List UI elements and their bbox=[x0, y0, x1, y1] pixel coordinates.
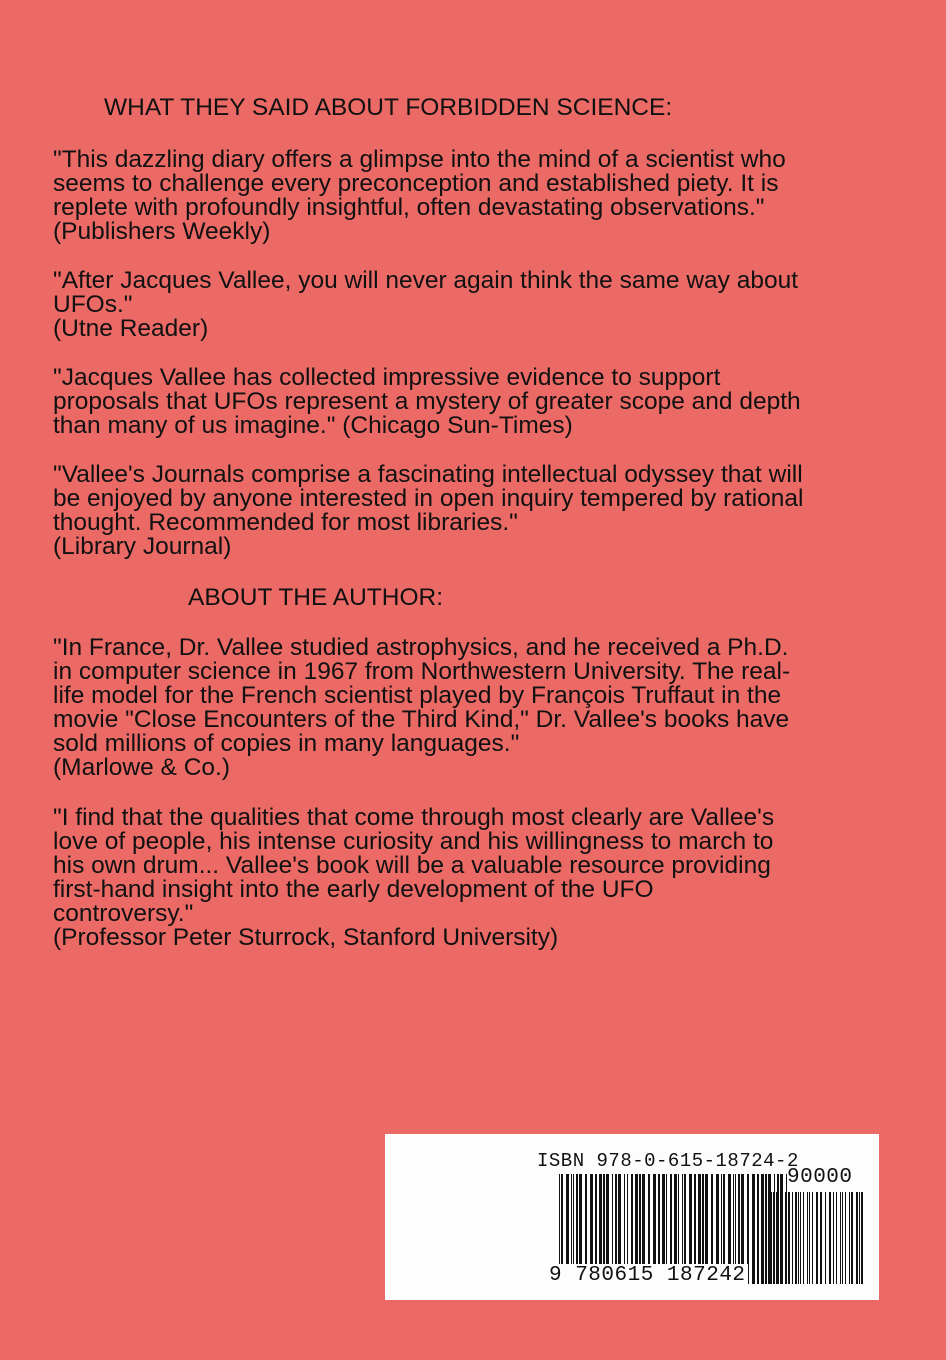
barcode-bar bbox=[820, 1192, 822, 1284]
barcode-bar bbox=[856, 1192, 858, 1284]
barcode-bar bbox=[765, 1174, 767, 1284]
addon-barcode bbox=[771, 1192, 867, 1284]
barcode-bar bbox=[829, 1192, 831, 1284]
barcode-bar bbox=[800, 1192, 801, 1284]
barcode-bar bbox=[833, 1192, 834, 1284]
barcode-digits: 9 780615 187242 bbox=[549, 1264, 746, 1287]
praise-heading: WHAT THEY SAID ABOUT FORBIDDEN SCIENCE: bbox=[104, 94, 673, 121]
barcode-bar bbox=[836, 1192, 837, 1284]
barcode-bar bbox=[780, 1192, 781, 1284]
isbn-label: ISBN 978-0-615-18724-2 bbox=[537, 1150, 799, 1172]
barcode-bar bbox=[845, 1192, 846, 1284]
barcode-bar bbox=[812, 1192, 813, 1284]
barcode-bar bbox=[803, 1192, 804, 1284]
barcode-bar bbox=[840, 1192, 841, 1284]
quote-utne-reader: "After Jacques Vallee, you will never again think the same way about UFOs." (Utne Reader) bbox=[53, 267, 799, 342]
barcode-bar bbox=[795, 1192, 797, 1284]
quote-publishers-weekly: "This dazzling diary offers a glimpse into the mind of a scientist who seems to challenge every preconception and established piety. It is replete with profoundly insightful, often devastating observations." (Publishers Weekly) bbox=[53, 146, 786, 245]
barcode-bar bbox=[809, 1192, 810, 1284]
barcode-bar bbox=[861, 1192, 863, 1284]
quote-sturrock: "I find that the qualities that come through most clearly are Vallee's love of people, his intense curiosity and his willingness to march to his own drum... Vallee's book will be a valuable resource providing first-hand insight into the early development of the UFO controversy." (Professor Peter Sturrock, Stanford University) bbox=[53, 804, 775, 951]
addon-label: 90000 bbox=[787, 1166, 853, 1189]
quote-chicago-sun-times: "Jacques Vallee has collected impressive evidence to support proposals that UFOs represent a mystery of greater scope and depth than many of us imagine." (Chicago Sun-Times) bbox=[53, 364, 801, 439]
barcode-bar bbox=[782, 1192, 783, 1284]
barcode-bar bbox=[757, 1174, 759, 1284]
barcode-bar bbox=[776, 1192, 777, 1284]
quote-marlowe: "In France, Dr. Vallee studied astrophysics, and he received a Ph.D. in computer science in 1967 from Northwestern University. The real- life model for the French scientist played by François Truffaut in the movie "Close Encounters of the Third Kind," Dr. Vallee's books have sold millions of copies in many languages." (Marlowe & Co.) bbox=[53, 634, 791, 781]
barcode-bar bbox=[788, 1192, 790, 1284]
barcode-bar bbox=[825, 1192, 826, 1284]
barcode-bar bbox=[798, 1192, 799, 1284]
barcode-bar bbox=[849, 1192, 850, 1284]
barcode-bar bbox=[807, 1192, 808, 1284]
barcode-bar bbox=[761, 1174, 764, 1284]
barcode-bar bbox=[771, 1192, 772, 1284]
barcode-panel bbox=[385, 1134, 879, 1300]
barcode-bar bbox=[773, 1192, 774, 1284]
barcode-bar bbox=[851, 1192, 853, 1284]
barcode-bar bbox=[752, 1174, 755, 1284]
barcode-bar bbox=[792, 1192, 793, 1284]
quote-library-journal: "Vallee's Journals comprise a fascinating intellectual odyssey that will be enjoyed by anyone interested in open inquiry tempered by rational thought. Recommended for most libraries." (Library Journal) bbox=[53, 461, 804, 560]
barcode-bar bbox=[842, 1192, 843, 1284]
author-heading: ABOUT THE AUTHOR: bbox=[188, 584, 444, 611]
barcode-bar bbox=[816, 1192, 818, 1284]
barcode-bar bbox=[785, 1192, 787, 1284]
barcode-bar bbox=[859, 1192, 860, 1284]
